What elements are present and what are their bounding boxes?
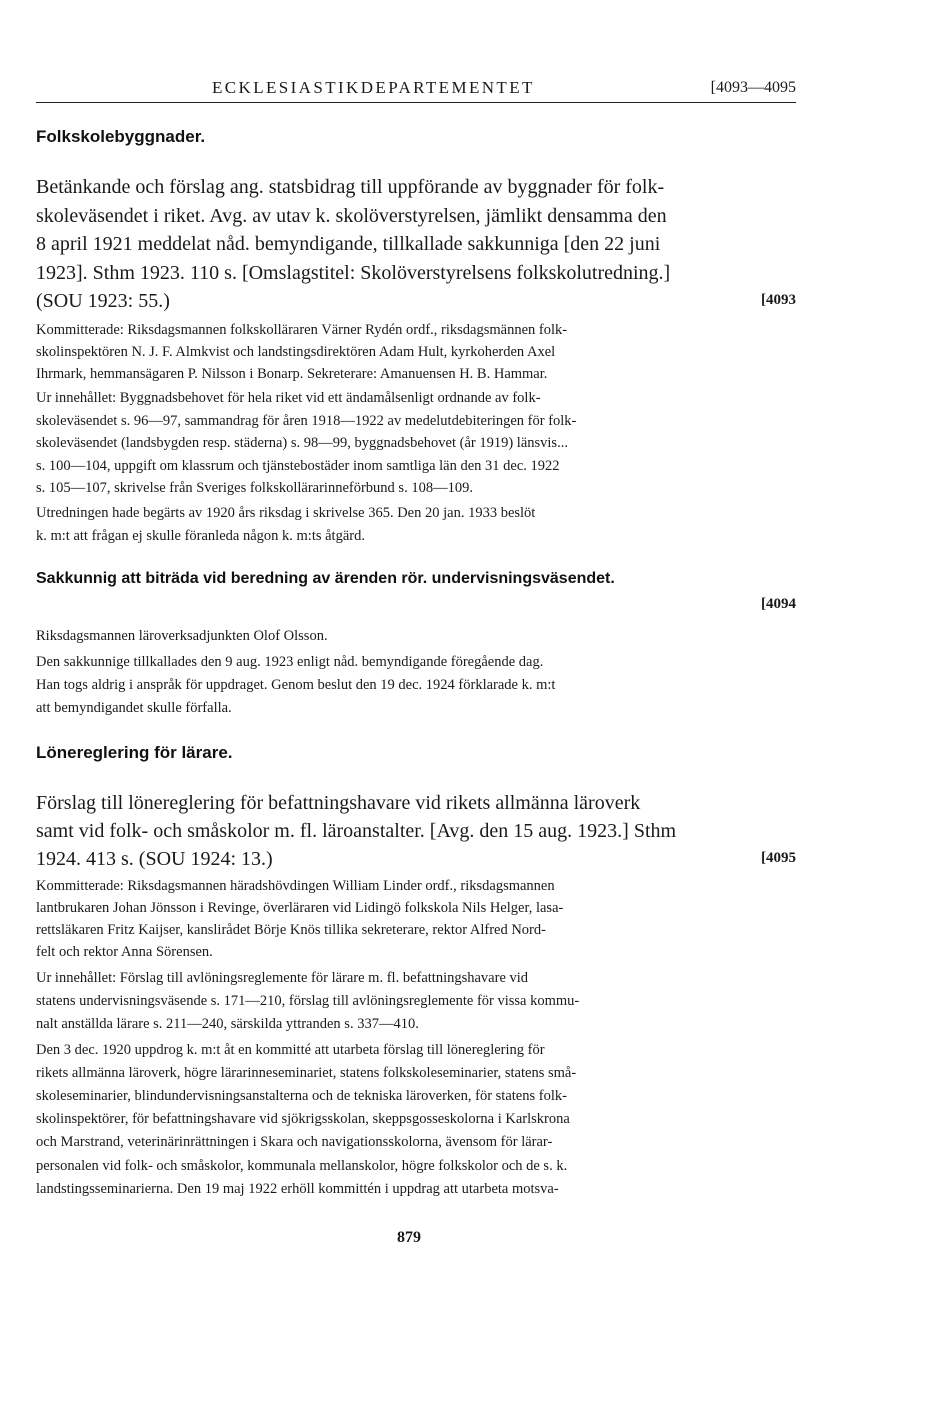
- section-heading-lonereglering: Lönereglering för lärare.: [36, 743, 233, 762]
- body-line: Utredningen hade begärts av 1920 års riksdag i skrivelse 365. Den 20 jan. 1933 beslöt: [36, 505, 536, 521]
- header-range: [4093—4095: [710, 79, 796, 96]
- body-line: Han togs aldrig i anspråk för uppdraget. Genom beslut den 19 dec. 1924 förklarade k. m:t: [36, 677, 556, 693]
- body-line: rikets allmänna läroverk, högre lärarinneseminariet, statens folkskoleseminarier, statens små-: [36, 1065, 577, 1081]
- header-title: ECKLESIASTIKDEPARTEMENTET: [212, 78, 535, 97]
- body-line: nalt anställda lärare s. 211—240, särskilda yttranden s. 337—410.: [36, 1016, 419, 1032]
- body-line: statens undervisningsväsende s. 171—210, förslag till avlöningsreglemente för vissa kommu-: [36, 993, 580, 1009]
- section-heading-sakkunnig: Sakkunnig att biträda vid beredning av ärenden rör. undervisningsväsendet.: [36, 570, 615, 587]
- body-line: Riksdagsmannen läroverksadjunkten Olof Olsson.: [36, 628, 328, 644]
- body-line: Ur innehållet: Förslag till avlöningsreglemente för lärare m. fl. befattningshavare vid: [36, 970, 529, 986]
- lead-line: Förslag till lönereglering för befattningshavare vid rikets allmänna läroverk: [36, 792, 641, 814]
- running-header: [36, 78, 796, 103]
- lead-line: 8 april 1921 meddelat nåd. bemyndigande, tillkallade sakkunniga [den 22 juni: [36, 233, 661, 255]
- body-line: skolinspektören N. J. F. Almkvist och landstingsdirektören Adam Hult, kyrkoherden Axel: [36, 344, 556, 360]
- body-line: Den sakkunnige tillkallades den 9 aug. 1923 enligt nåd. bemyndigande föregående dag.: [36, 654, 544, 670]
- lead-line: 1923]. Sthm 1923. 110 s. [Omslagstitel: Skolöverstyrelsens folkskolutredning.]: [36, 262, 671, 284]
- body-line: personalen vid folk- och småskolor, kommunala mellanskolor, högre folkskolor och de s. k.: [36, 1158, 568, 1174]
- lead-line: (SOU 1923: 55.): [36, 290, 170, 312]
- body-line: felt och rektor Anna Sörensen.: [36, 944, 213, 960]
- lead-line: skoleväsendet i riket. Avg. av utav k. skolöverstyrelsen, jämlikt densamma den: [36, 205, 667, 227]
- body-line: landstingsseminarierna. Den 19 maj 1922 erhöll kommittén i uppdrag att utarbeta motsva-: [36, 1181, 559, 1197]
- lead-line: 1924. 413 s. (SOU 1924: 13.): [36, 848, 273, 870]
- body-line: k. m:t att frågan ej skulle föranleda någon k. m:ts åtgärd.: [36, 528, 365, 544]
- body-line: och Marstrand, veterinärinrättningen i Skara och navigationsskolorna, ävensom för lärar-: [36, 1134, 553, 1150]
- body-line: s. 100—104, uppgift om klassrum och tjänstebostäder inom samtliga län den 31 dec. 1922: [36, 458, 560, 474]
- lead-line: samt vid folk- och småskolor m. fl. läroanstalter. [Avg. den 15 aug. 1923.] Sthm: [36, 820, 677, 842]
- entry-number: [4093: [761, 292, 796, 308]
- entry-number: [4094: [761, 596, 796, 612]
- body-line: att bemyndigandet skulle förfalla.: [36, 700, 232, 716]
- body-line: Ihrmark, hemmansägaren P. Nilsson i Bonarp. Sekreterare: Amanuensen H. B. Hammar.: [36, 366, 548, 382]
- body-line: skoleseminarier, blindundervisningsanstalterna och de tekniska läroverken, för statens folk-: [36, 1088, 567, 1104]
- body-line: lantbrukaren Johan Jönsson i Revinge, överläraren vid Lidingö folkskola Nils Helger, lasa-: [36, 900, 564, 916]
- body-line: Kommitterade: Riksdagsmannen häradshövdingen William Linder ordf., riksdagsmannen: [36, 878, 555, 894]
- body-line: Kommitterade: Riksdagsmannen folkskolläraren Värner Rydén ordf., riksdagsmännen folk-: [36, 322, 568, 338]
- body-line: skoleväsendet s. 96—97, sammandrag för åren 1918—1922 av medelutdebiteringen för folk-: [36, 413, 577, 429]
- lead-line: Betänkande och förslag ang. statsbidrag till uppförande av byggnader för folk-: [36, 176, 665, 198]
- body-line: skolinspektörer, för befattningshavare vid sjökrigsskolan, skeppsgosseskolorna i Karlskrona: [36, 1111, 570, 1127]
- page-number: 879: [397, 1229, 421, 1246]
- entry-number: [4095: [761, 850, 796, 866]
- body-line: skoleväsendet (landsbygden resp. städerna) s. 98—99, byggnadsbehovet (år 1919) länsvis...: [36, 435, 568, 451]
- body-line: Den 3 dec. 1920 uppdrog k. m:t åt en kommitté att utarbeta förslag till lönereglering för: [36, 1042, 545, 1058]
- body-line: s. 105—107, skrivelse från Sveriges folkskollärarinneförbund s. 108—109.: [36, 480, 473, 496]
- body-line: Ur innehållet: Byggnadsbehovet för hela riket vid ett ändamålsenligt ordnande av folk-: [36, 390, 541, 406]
- body-line: rettsläkaren Fritz Kaijser, kanslirådet Börje Knös tillika sekreterare, rektor Alfred Nord-: [36, 922, 546, 938]
- section-heading-folkskolebyggnader: Folkskolebyggnader.: [36, 127, 206, 146]
